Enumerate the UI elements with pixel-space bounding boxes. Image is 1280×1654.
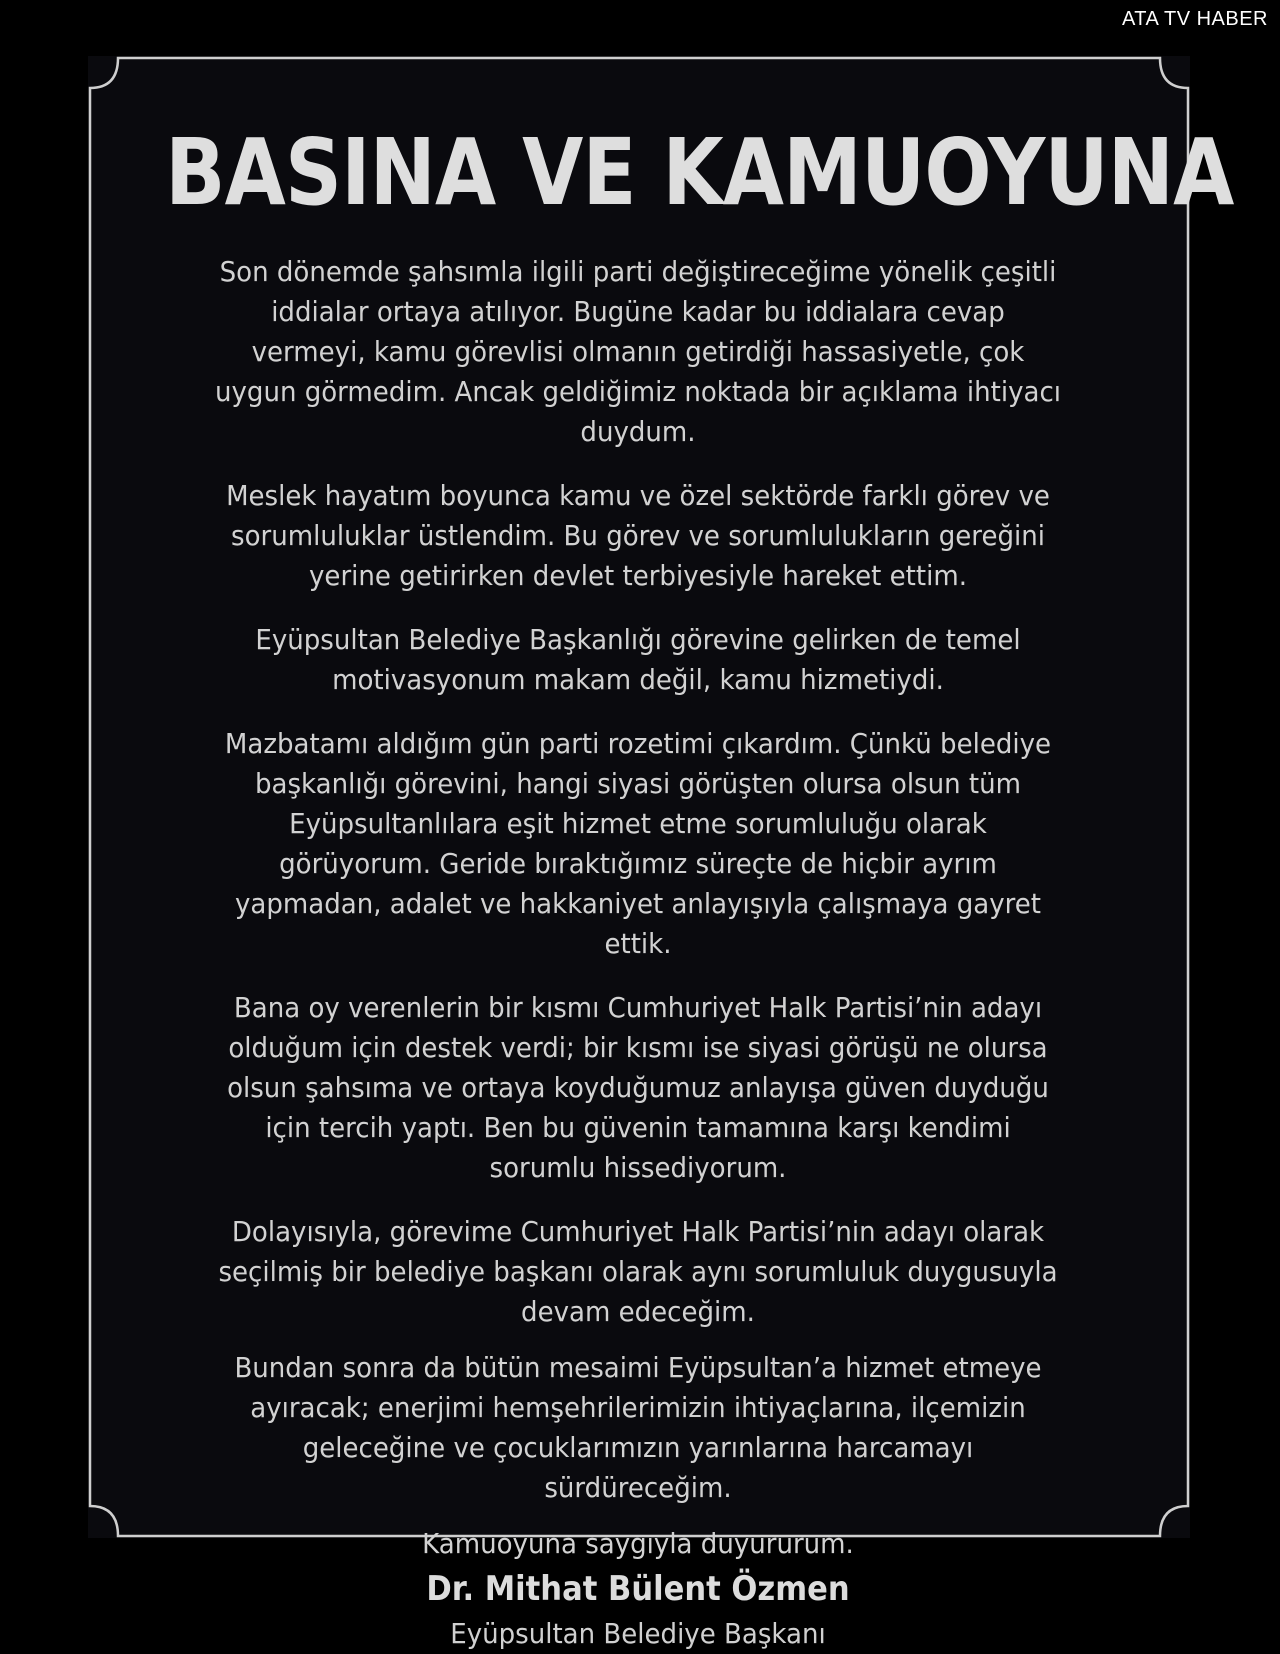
paragraph-3: Eyüpsultan Belediye Başkanlığı görevine gelirken de temel motivasyonum makam değil, kamu hizmetiydi. — [255, 623, 1021, 696]
paragraph-2: Meslek hayatım boyunca kamu ve özel sektörde farklı görev ve sorumluluklar üstlendim. Bu görev ve sorumlulukların gereğini yerine getirirken devlet terbiyesiyle hareket ettim. — [226, 479, 1050, 592]
announcement-frame — [88, 56, 1234, 1650]
headline: BASINA VE KAMUOYUNA — [165, 119, 1234, 226]
closing-line: Kamuoyuna saygıyla duyururum. — [422, 1527, 854, 1560]
paragraph-1: Son dönemde şahsımla ilgili parti değiştireceğime yönelik çeşitli iddialar ortaya atılıyor. Bugüne kadar bu iddialara cevap vermeyi, kamu görevlisi olmanın getirdiği hassasiyetle, çok uygun görmedim. Ancak geldiğimiz noktada bir açıklama ihtiyacı duydum. — [214, 255, 1061, 448]
watermark: ATA TV HABER — [1121, 8, 1268, 30]
statement-body — [178, 252, 1098, 1654]
paragraph-7: Bundan sonra da bütün mesaimi Eyüpsultan’a hizmet etmeye ayıracak; enerjimi hemşehrilerimizin ihtiyaçlarına, ilçemizin geleceğine ve çocuklarımızın yarınlarına harcamayı sürdüreceğim. — [234, 1351, 1042, 1504]
signature-name: Dr. Mithat Bülent Özmen — [426, 1569, 850, 1609]
paragraph-6: Dolayısıyla, görevime Cumhuriyet Halk Partisi’nin adayı olarak seçilmiş bir belediye başkanı olarak aynı sorumluluk duygusuyla devam edeceğim. — [218, 1215, 1058, 1328]
signature-title: Eyüpsultan Belediye Başkanı — [450, 1617, 826, 1650]
paragraph-4: Mazbatamı aldığım gün parti rozetimi çıkardım. Çünkü belediye başkanlığı görevini, hangi siyasi görüşten olursa olsun tüm Eyüpsultanlılara eşit hizmet etme sorumluluğu olarak görüyorum. Geride bıraktığımız süreçte de hiçbir ayrım yapmadan, adalet ve hakkaniyet anlayışıyla çalışmaya gayret ettik. — [224, 727, 1052, 960]
paragraph-5: Bana oy verenlerin bir kısmı Cumhuriyet Halk Partisi’nin adayı olduğum için destek verdi; bir kısmı ise siyasi görüşü ne olursa olsun şahsıma ve ortaya koyduğumuz anlayışa güven duyduğu için tercih yaptı. Ben bu güvenin tamamına karşı kendimi sorumlu hissediyorum. — [227, 991, 1049, 1184]
